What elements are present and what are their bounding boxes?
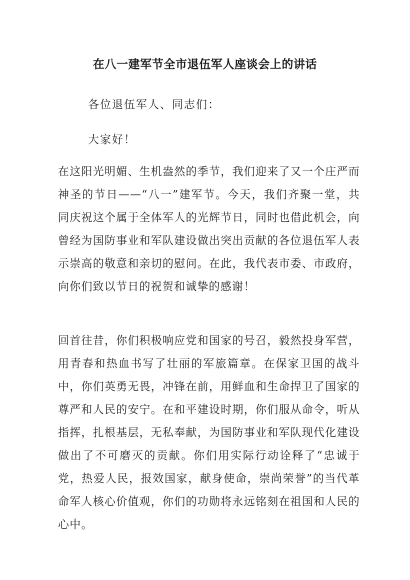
paragraph-opening: 在这阳光明媚、生机盎然的季节，我们迎来了又一个庄严而神圣的节日——“八一”建军节。今天，我们齐聚一堂，共同庆祝这个属于全体军人的光辉节日，同时也借此机会，向曾经为国防事业和军队建设做出突出贡献的各位退伍军人表示崇高的敬意和亲切的慰问。在此，我代表市委、市政府，向你们致以节日的祝贺和诚挚的感谢！ xyxy=(58,165,360,293)
salutation-line: 各位退伍军人、同志们： xyxy=(88,98,220,111)
paragraph-retrospective: 回首往昔，你们积极响应党和国家的号召，毅然投身军营，用青春和热血书写了壮丽的军旅篇章。在保家卫国的战斗中，你们英勇无畏，冲锋在前，用鲜血和生命捍卫了国家的尊严和人民的安宁。在和平建设时期，你们服从命令，听从指挥，扎根基层，无私奉献，为国防事业和军队现代化建设做出了不可磨灭的贡献。你们用实际行动诠释了“忠诚于党，热爱人民，报效国家，献身使命，崇尚荣誉”的当代革命军人核心价值观，你们的功勋将永远铭刻在祖国和人民的心中。 xyxy=(58,334,360,531)
document-title: 在八一建军节全市退伍军人座谈会上的讲话 xyxy=(92,57,318,71)
greeting-line: 大家好！ xyxy=(88,133,136,146)
